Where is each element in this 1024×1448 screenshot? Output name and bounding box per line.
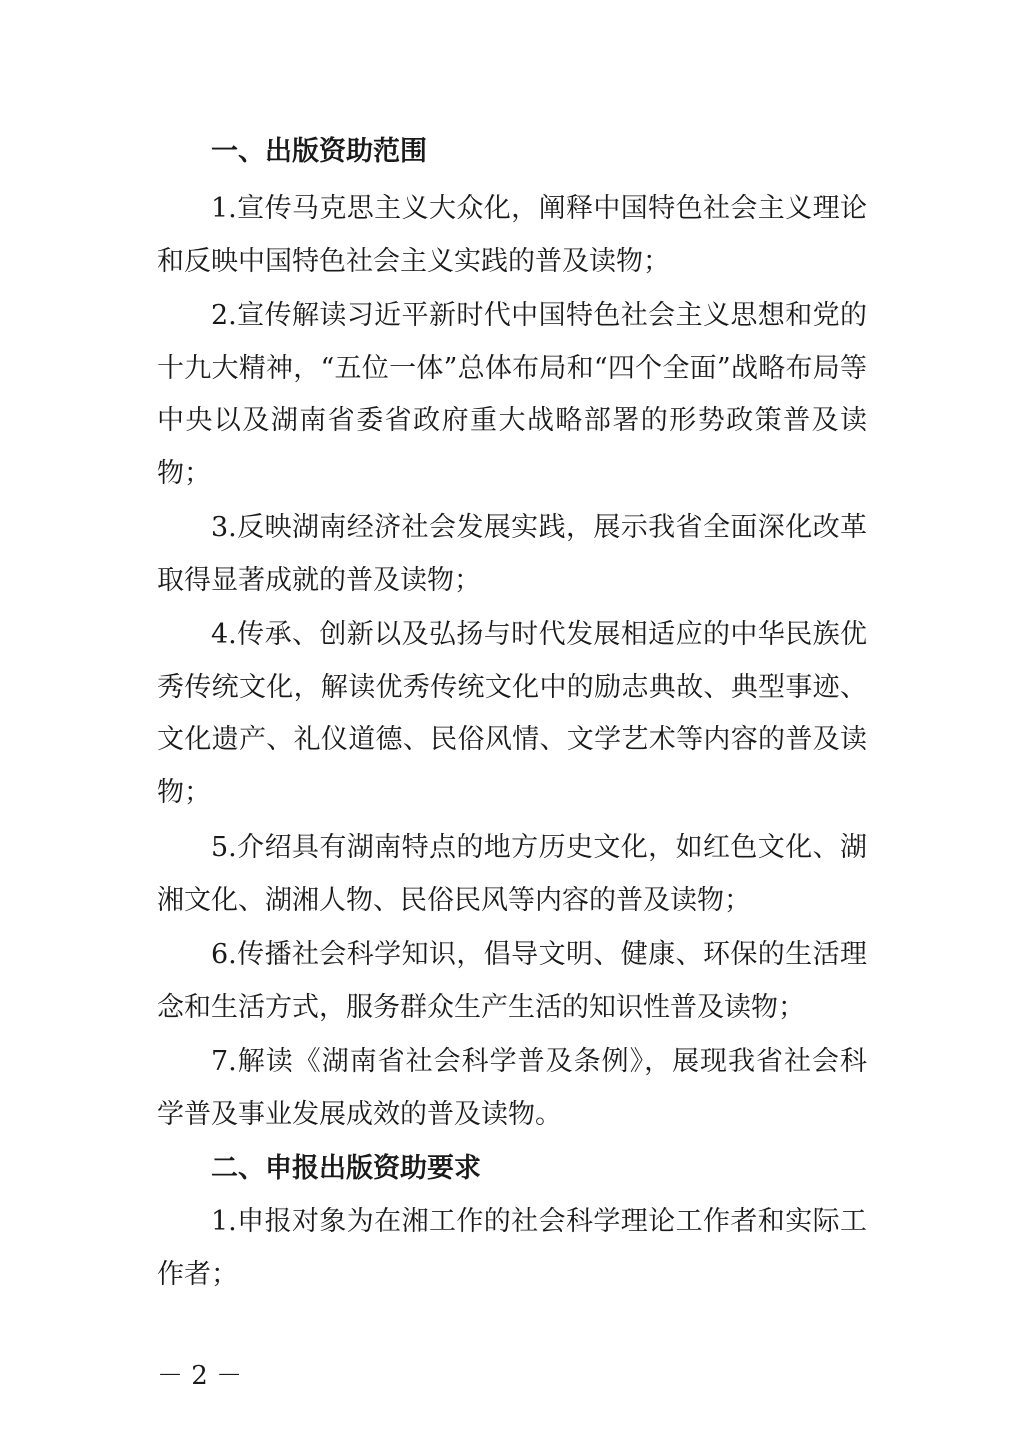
scope-item-1: 1.宣传马克思主义大众化，阐释中国特色社会主义理论和反映中国特色社会主义实践的普及读物； (157, 193, 867, 277)
scope-item-3: 3.反映湖南经济社会发展实践，展示我省全面深化改革取得显著成就的普及读物； (157, 512, 867, 596)
page-number: － 2 － (157, 1361, 243, 1391)
scope-item-4: 4.传承、创新以及弘扬与时代发展相适应的中华民族优秀传统文化，解读优秀传统文化中的励志典故、典型事迹、文化遗产、礼仪道德、民俗风情、文学艺术等内容的普及读物； (157, 619, 867, 808)
scope-item-2: 2.宣传解读习近平新时代中国特色社会主义思想和党的十九大精神，“五位一体”总体布局和“四个全面”战略布局等中央以及湖南省委省政府重大战略部署的形势政策普及读物； (157, 300, 867, 489)
requirement-item-1: 1.申报对象为在湘工作的社会科学理论工作者和实际工作者； (157, 1206, 867, 1290)
section-heading-requirements: 二、申报出版资助要求 (211, 1153, 481, 1184)
section-heading-scope: 一、出版资助范围 (211, 136, 427, 167)
scope-item-6: 6.传播社会科学知识，倡导文明、健康、环保的生活理念和生活方式，服务群众生产生活的知识性普及读物； (157, 939, 867, 1023)
scope-item-7: 7.解读《湖南省社会科学普及条例》，展现我省社会科学普及事业发展成效的普及读物。 (157, 1046, 867, 1130)
scope-item-5: 5.介绍具有湖南特点的地方历史文化，如红色文化、湖湘文化、湖湘人物、民俗民风等内容的普及读物； (157, 832, 867, 916)
